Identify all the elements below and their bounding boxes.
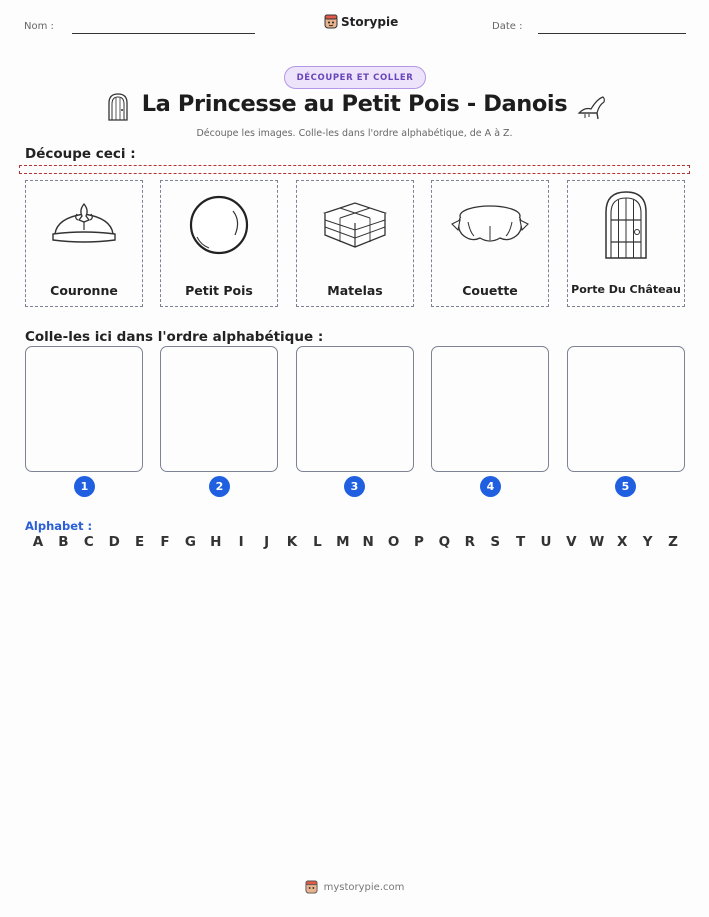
cut-section-title: Découpe ceci : — [25, 146, 136, 162]
instructions: Découpe les images. Colle-les dans l'ordre alphabétique, de A à Z. — [196, 128, 513, 139]
alphabet-letter: R — [464, 534, 475, 550]
cut-card-petit-pois[interactable] — [160, 180, 278, 307]
name-line[interactable] — [72, 33, 255, 34]
alphabet-letter: F — [160, 534, 170, 550]
card-label: Porte Du Château — [571, 283, 681, 296]
alphabet-letter: Q — [438, 534, 451, 550]
cut-card-porte-du-chateau[interactable] — [567, 180, 685, 307]
cut-card-matelas[interactable] — [296, 180, 414, 307]
cut-card-couette[interactable] — [431, 180, 549, 307]
brand-name: Storypie — [341, 15, 399, 29]
cut-card-couronne[interactable] — [25, 180, 143, 307]
alphabet-letter: A — [32, 534, 44, 550]
number-badge-2: 2 — [209, 476, 230, 497]
alphabet-letter: X — [616, 534, 628, 550]
alphabet-letter: C — [83, 534, 94, 550]
card-label: Matelas — [327, 283, 383, 298]
footer — [0, 880, 709, 895]
cut-line — [19, 165, 690, 174]
alphabet-letter: V — [566, 534, 577, 550]
paste-box-4[interactable] — [431, 346, 549, 472]
castle-door-icon — [603, 190, 649, 260]
alphabet-letter: O — [387, 534, 400, 550]
alphabet-letter: I — [238, 534, 244, 550]
card-label: Couronne — [50, 283, 118, 298]
paste-box-1[interactable] — [25, 346, 143, 472]
number-badge-4: 4 — [480, 476, 501, 497]
alphabet-letter: M — [336, 534, 350, 550]
alphabet-letter: N — [362, 534, 374, 550]
card-label: Petit Pois — [185, 283, 253, 298]
paste-section-title: Colle-les ici dans l'ordre alphabétique : — [25, 329, 324, 345]
alphabet-letter: S — [490, 534, 501, 550]
activity-type-badge: DÉCOUPER ET COLLER — [284, 66, 426, 89]
crown-icon — [49, 200, 119, 250]
alphabet-letter: W — [589, 534, 605, 550]
card-label: Couette — [462, 283, 518, 298]
alphabet-letter: T — [515, 534, 526, 550]
alphabet-letter: J — [264, 534, 270, 550]
paste-box-5[interactable] — [567, 346, 685, 472]
alphabet-letter: E — [134, 534, 145, 550]
alphabet-letter: Y — [642, 534, 653, 550]
alphabet-letter: G — [184, 534, 196, 550]
alphabet-letter: B — [58, 534, 69, 550]
alphabet-letter: K — [286, 534, 298, 550]
quilt-icon — [450, 200, 530, 250]
alphabet-letter: D — [108, 534, 120, 550]
pea-icon — [187, 193, 251, 257]
name-label: Nom : — [24, 21, 54, 32]
page-title: La Princesse au Petit Pois - Danois — [141, 91, 568, 117]
alphabet-letter: L — [313, 534, 322, 550]
alphabet-letter: Z — [668, 534, 678, 550]
date-line[interactable] — [538, 33, 686, 34]
number-badge-1: 1 — [74, 476, 95, 497]
paste-box-2[interactable] — [160, 346, 278, 472]
paste-box-3[interactable] — [296, 346, 414, 472]
alphabet-letter: P — [414, 534, 424, 550]
number-badge-3: 3 — [344, 476, 365, 497]
storypie-mascot-icon — [324, 14, 338, 30]
alphabet-title: Alphabet : — [25, 519, 93, 533]
number-badge-5: 5 — [615, 476, 636, 497]
storypie-mascot-icon — [305, 880, 318, 895]
storypie-logo — [324, 14, 398, 30]
alphabet-letter: U — [540, 534, 552, 550]
glass-slipper-icon — [577, 93, 607, 121]
alphabet-letter: H — [210, 534, 222, 550]
date-label: Date : — [492, 21, 523, 32]
footer-url: mystorypie.com — [323, 882, 405, 893]
mattress-icon — [319, 199, 391, 251]
